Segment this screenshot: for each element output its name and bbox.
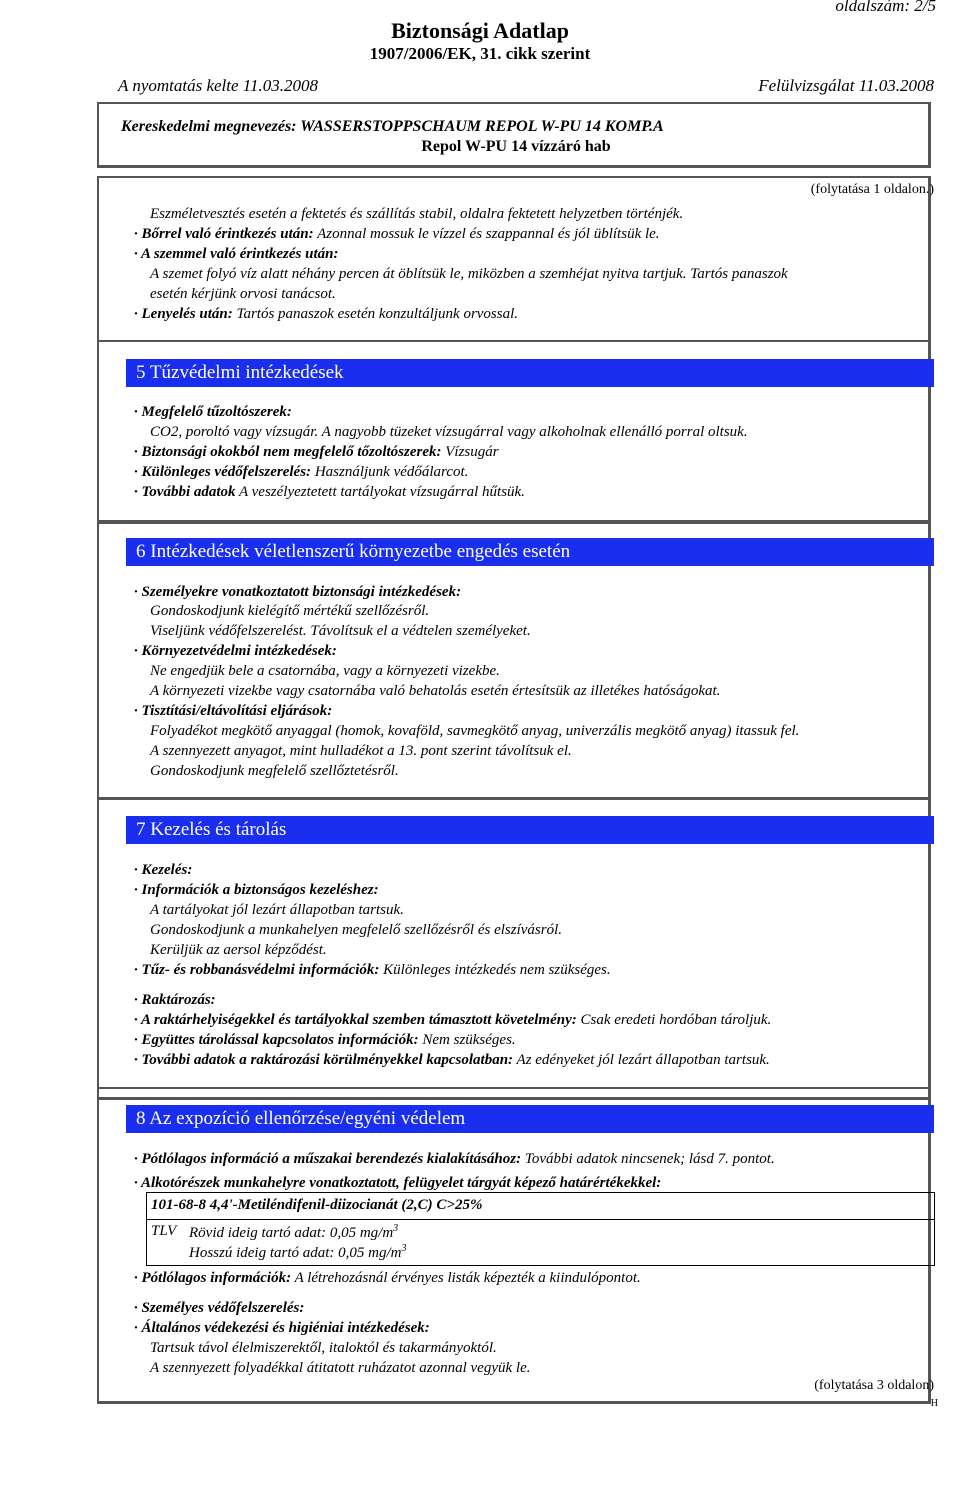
s8-line-5: · Általános védekezési és higiéniai intézkedések: xyxy=(134,1320,430,1336)
s5-further-label: · További adatok xyxy=(134,484,236,500)
s4-ingest-text: Tartós panaszok esetén konzultáljunk orvossal. xyxy=(232,306,519,322)
s6-line-2: Gondoskodjunk kielégítő mértékű szellőzésről. xyxy=(150,603,430,619)
continued-to: (folytatása 3 oldalon) xyxy=(814,1378,934,1393)
s7-line-2: · Információk a biztonságos kezeléshez: xyxy=(134,882,379,898)
s5-equipment-text: Használjunk védőálarcot. xyxy=(311,464,469,480)
s5-line-1: · Megfelelő tűzoltószerek: xyxy=(134,404,292,420)
s5-line-2: CO2, poroltó vagy vízsugár. A nagyobb tüzeket vízsugárral vagy alkoholnak ellenálló porral oltsuk. xyxy=(150,424,748,440)
s6-line-6: A környezeti vizekbe vagy csatornába való behatolás esetén értesítsük az illetékes hatóságokat. xyxy=(150,683,721,699)
tlv-long: Hosszú ideig tartó adat: 0,05 mg/m xyxy=(189,1245,402,1261)
section-8-heading: 8 Az expozíció ellenőrzése/egyéni védelem xyxy=(126,1105,934,1133)
s7-fire-label: · Tűz- és robbanásvédelmi információk: xyxy=(134,962,380,978)
s7-req-label: · A raktárhelyiségekkel és tartályokkal szemben támasztott követelmény: xyxy=(134,1012,577,1028)
s7-joint-label: · Együttes tárolással kapcsolatos információk: xyxy=(134,1032,419,1048)
s7-line-1: · Kezelés: xyxy=(134,862,193,878)
product-box xyxy=(97,102,931,168)
s8-line-2: · Alkotórészek munkahelyre vonatkoztatott, felügyelet tárgyát képező határértékekkel: xyxy=(134,1175,662,1191)
s4-skin-label: · Bőrrel való érintkezés után: xyxy=(134,226,314,242)
s8-info-label: · Pótlólagos információk: xyxy=(134,1270,292,1286)
s6-line-7: · Tisztítási/eltávolítási eljárások: xyxy=(134,703,333,719)
section-6-heading: 6 Intézkedések véletlenszerű környezetbe engedés esetén xyxy=(126,538,934,566)
substance-name: 101-68-8 4,4'-Metiléndifenil-diizocianát (2,C) C>25% xyxy=(151,1197,483,1213)
product-name: Repol W-PU 14 vízzáró hab xyxy=(421,138,611,155)
document-title: Biztonsági Adatlap xyxy=(391,18,569,43)
s4-eye-text-1: A szemet folyó víz alatt néhány percen át öblítsük le, miközben a szemhéjat nyitva tartjuk. Tartós panaszok xyxy=(150,266,788,282)
s6-line-8: Folyadékot megkötő anyaggal (homok, kovaföld, savmegkötő anyag, univerzális megkötő anyag) itassuk fel. xyxy=(150,723,800,739)
table-divider xyxy=(147,1219,934,1220)
unit-sup-long: 3 xyxy=(401,1243,407,1254)
s8-line-7: A szennyezett folyadékkal átitatott ruházatot azonnal vegyük le. xyxy=(150,1360,531,1376)
document-subtitle: 1907/2006/EK, 31. cikk szerint xyxy=(369,44,591,63)
s5-unsuitable-text: Vízsugár xyxy=(441,444,499,460)
s4-eye-text-2: esetén kérjünk orvosi tanácsot. xyxy=(150,286,336,302)
s6-line-4: · Környezetvédelmi intézkedések: xyxy=(134,643,337,659)
page-number: oldalszám: 2/5 xyxy=(835,0,936,15)
tlv-short: Rövid ideig tartó adat: 0,05 mg/m xyxy=(189,1225,394,1241)
s6-line-1: · Személyekre vonatkoztatott biztonsági intézkedések: xyxy=(134,584,462,600)
s6-line-5: Ne engedjük bele a csatornába, vagy a környezeti vizekbe. xyxy=(150,663,500,679)
s5-equipment-label: · Különleges védőfelszerelés: xyxy=(134,464,312,480)
s6-line-9: A szennyezett anyagot, mint hulladékot a 13. pont szerint távolítsuk el. xyxy=(150,743,572,759)
s8-tech-label: · Pótlólagos információ a műszakai berendezés kialakításához: xyxy=(134,1151,522,1167)
tlv-label: TLV xyxy=(151,1223,177,1239)
s5-unsuitable-label: · Biztonsági okokból nem megfelelő tőzoltószerek: xyxy=(134,444,442,460)
s5-further-text: A veszélyeztetett tartályokat vízsugárral hűtsük. xyxy=(235,484,525,500)
s4-ingest-label: · Lenyelés után: xyxy=(134,306,233,322)
s7-storage-label: · További adatok a raktározási körülményekkel kapcsolatban: xyxy=(134,1052,514,1068)
s7-joint-text: Nem szükséges. xyxy=(418,1032,516,1048)
s4-skin-text: Azonnal mossuk le vízzel és szappannal és jól üblítsük le. xyxy=(313,226,660,242)
s4-line-1: Eszméletvesztés esetén a fektetés és szállítás stabil, oldalra fektetett helyzetben történjék. xyxy=(150,206,684,222)
s6-line-3: Viseljünk védőfelszerelést. Távolítsuk el a védtelen személyeket. xyxy=(150,623,531,639)
s6-line-10: Gondoskodjunk megfelelő szellőztetésről. xyxy=(150,763,399,779)
s7-line-4: Gondoskodjunk a munkahelyen megfelelő szellőzésről és elszívásról. xyxy=(150,922,563,938)
product-label: Kereskedelmi megnevezés: WASSERSTOPPSCHAUM REPOL W-PU 14 KOMP.A xyxy=(121,118,664,135)
footer-mark: H xyxy=(930,1398,938,1409)
s7-line-3: A tartályokat jól lezárt állapotban tartsuk. xyxy=(150,902,404,918)
s7-req-text: Csak eredeti hordóban tároljuk. xyxy=(576,1012,772,1028)
section-7-heading: 7 Kezelés és tárolás xyxy=(126,816,934,844)
s7-line-7: · Raktározás: xyxy=(134,992,216,1008)
print-date: A nyomtatás kelte 11.03.2008 xyxy=(118,76,319,95)
s7-line-5: Kerüljük az aersol képződést. xyxy=(150,942,327,958)
unit-sup-short: 3 xyxy=(393,1223,399,1234)
s7-storage-text: Az edényeket jól lezárt állapotban tartsuk. xyxy=(513,1052,770,1068)
s8-line-6: Tartsuk távol élelmiszerektől, italoktól és takarmányoktól. xyxy=(150,1340,497,1356)
continued-from: (folytatása 1 oldalon.) xyxy=(810,182,934,197)
s8-tech-text: További adatok nincsenek; lásd 7. pontot. xyxy=(521,1151,775,1167)
s7-fire-text: Különleges intézkedés nem szükséges. xyxy=(379,962,611,978)
revision-date: Felülvizsgálat 11.03.2008 xyxy=(758,76,934,95)
limit-values-table xyxy=(146,1192,935,1266)
section-5-heading: 5 Tűzvédelmi intézkedések xyxy=(126,359,934,387)
s8-info-text: A létrehozásnál érvényes listák képezték a kiindulópontot. xyxy=(291,1270,641,1286)
s4-eye-label: · A szemmel való érintkezés után: xyxy=(134,246,339,262)
s8-line-4: · Személyes védőfelszerelés: xyxy=(134,1300,305,1316)
